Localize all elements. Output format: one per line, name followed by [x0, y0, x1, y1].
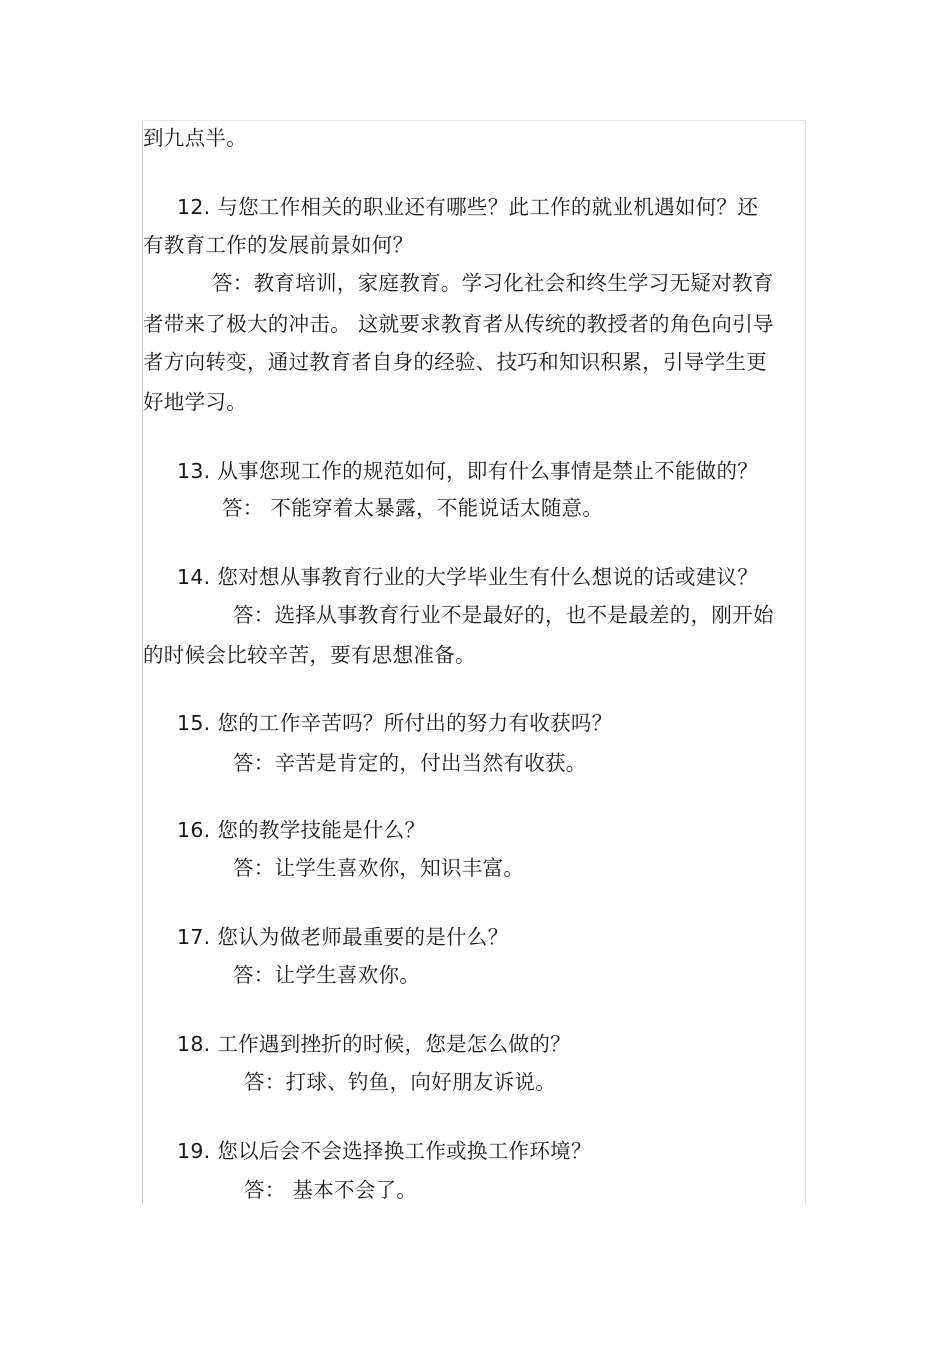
question-12-line-1: 12. 与您工作相关的职业还有哪些？此工作的就业机遇如何？还 [177, 195, 759, 219]
question-14: 14. 您对想从事教育行业的大学毕业生有什么想说的话或建议？ [177, 565, 759, 589]
question-15: 15. 您的工作辛苦吗？所付出的努力有收获吗？ [177, 711, 613, 735]
answer-17: 答：让学生喜欢你。 [233, 963, 421, 987]
question-12-line-2: 有教育工作的发展前景如何？ [143, 233, 414, 257]
answer-19: 答： 基本不会了。 [244, 1178, 418, 1202]
question-18: 18. 工作遇到挫折的时候，您是怎么做的？ [177, 1032, 571, 1056]
text-line-continuation: 到九点半。 [143, 126, 247, 150]
answer-14-line-2: 的时候会比较辛苦，要有思想准备。 [143, 643, 476, 667]
answer-12-line-1: 答：教育培训，家庭教育。学习化社会和终生学习无疑对教育 [212, 271, 774, 295]
answer-13: 答： 不能穿着太暴露，不能说话太随意。 [222, 496, 604, 520]
answer-16: 答：让学生喜欢你，知识丰富。 [233, 856, 525, 880]
answer-18: 答：打球、钓鱼，向好朋友诉说。 [244, 1070, 556, 1094]
question-13: 13. 从事您现工作的规范如何，即有什么事情是禁止不能做的？ [177, 459, 759, 483]
question-19: 19. 您以后会不会选择换工作或换工作环境？ [177, 1139, 592, 1163]
answer-12-line-4: 好地学习。 [143, 390, 247, 414]
answer-12-line-2: 者带来了极大的冲击。 这就要求教育者从传统的教授者的角色向引导 [143, 312, 774, 336]
question-16: 16. 您的教学技能是什么？ [177, 818, 426, 842]
answer-15: 答：辛苦是肯定的，付出当然有收获。 [233, 751, 587, 775]
answer-14-line-1: 答：选择从事教育行业不是最好的，也不是最差的，刚开始 [233, 603, 774, 627]
question-17: 17. 您认为做老师最重要的是什么？ [177, 925, 509, 949]
answer-12-line-3: 者方向转变，通过教育者自身的经验、技巧和知识积累，引导学生更 [143, 350, 767, 374]
